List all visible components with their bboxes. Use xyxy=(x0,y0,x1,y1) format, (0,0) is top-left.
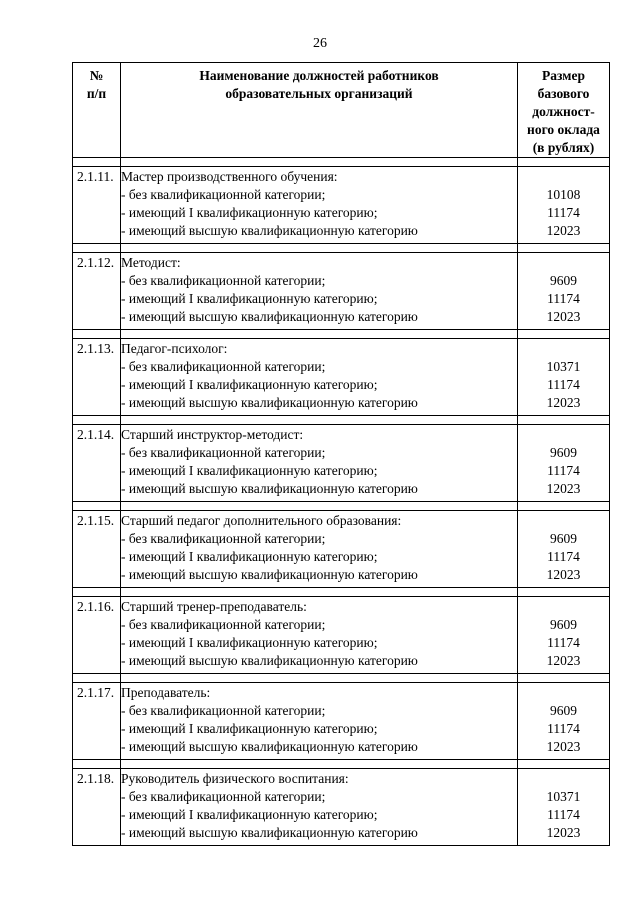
salary-value: 11174 xyxy=(547,807,580,822)
salary-value: 9609 xyxy=(550,531,577,546)
row-spacer-cell xyxy=(121,674,518,683)
row-spacer-cell xyxy=(73,588,121,597)
header-name-line: образовательных организаций xyxy=(225,86,413,101)
salary-value: 12023 xyxy=(546,223,581,238)
salary-value: 12023 xyxy=(546,567,581,582)
row-position-name xyxy=(121,597,518,674)
row-position-name xyxy=(121,769,518,846)
row-salary xyxy=(518,769,610,846)
header-salary-line: должност- xyxy=(532,104,595,119)
qualification-item: - без квалификационной категории; xyxy=(121,703,326,718)
row-spacer-cell xyxy=(518,674,610,683)
header-number xyxy=(73,63,121,158)
header-salary-line: ного оклада xyxy=(527,122,600,137)
row-spacer xyxy=(73,416,610,425)
row-spacer-cell xyxy=(121,502,518,511)
qualification-item: - имеющий I квалификационную категорию; xyxy=(121,549,378,564)
row-number: 2.1.12. xyxy=(73,253,121,330)
row-salary xyxy=(518,597,610,674)
qualification-item: - имеющий высшую квалификационную категорию xyxy=(121,739,418,754)
row-spacer xyxy=(73,760,610,769)
salary-value: 11174 xyxy=(547,291,580,306)
table-row xyxy=(73,425,610,502)
table-row xyxy=(73,511,610,588)
table-row xyxy=(73,167,610,244)
position-title: Руководитель физического воспитания: xyxy=(121,771,349,786)
qualification-item: - без квалификационной категории; xyxy=(121,617,326,632)
position-title: Старший педагог дополнительного образования: xyxy=(121,513,402,528)
table-row xyxy=(73,683,610,760)
row-salary xyxy=(518,339,610,416)
row-spacer xyxy=(73,502,610,511)
salary-value: 12023 xyxy=(546,395,581,410)
row-spacer-cell xyxy=(121,760,518,769)
header-salary-line: базового xyxy=(537,86,590,101)
qualification-item: - без квалификационной категории; xyxy=(121,789,326,804)
row-salary xyxy=(518,683,610,760)
row-spacer xyxy=(73,158,610,167)
salary-value: 10108 xyxy=(546,187,581,202)
header-name-line: Наименование должностей работников xyxy=(199,68,439,83)
qualification-item: - без квалификационной категории; xyxy=(121,531,326,546)
position-title: Старший инструктор-методист: xyxy=(121,427,304,442)
salary-value: 12023 xyxy=(546,825,581,840)
qualification-item: - имеющий высшую квалификационную категорию xyxy=(121,567,418,582)
row-position-name xyxy=(121,425,518,502)
row-spacer-cell xyxy=(121,330,518,339)
row-position-name xyxy=(121,167,518,244)
row-position-name xyxy=(121,339,518,416)
page-number: 26 xyxy=(313,36,327,51)
header-salary xyxy=(518,63,610,158)
row-position-name xyxy=(121,683,518,760)
row-spacer-cell xyxy=(518,588,610,597)
qualification-item: - имеющий высшую квалификационную категорию xyxy=(121,481,418,496)
header-number-line: п/п xyxy=(86,86,107,101)
qualification-item: - имеющий высшую квалификационную категорию xyxy=(121,825,418,840)
qualification-item: - имеющий I квалификационную категорию; xyxy=(121,635,378,650)
salary-value: 9609 xyxy=(550,617,577,632)
row-salary xyxy=(518,425,610,502)
salary-value: 11174 xyxy=(547,549,580,564)
salary-value: 11174 xyxy=(547,635,580,650)
salary-value: 11174 xyxy=(547,205,580,220)
row-spacer-cell xyxy=(121,158,518,167)
qualification-item: - без квалификационной категории; xyxy=(121,445,326,460)
salary-value: 9609 xyxy=(550,703,577,718)
qualification-item: - имеющий высшую квалификационную категорию xyxy=(121,309,418,324)
position-title: Педагог-психолог: xyxy=(121,341,228,356)
salary-value: 11174 xyxy=(547,721,580,736)
table-row xyxy=(73,339,610,416)
row-spacer-cell xyxy=(73,244,121,253)
row-spacer-cell xyxy=(121,244,518,253)
row-number: 2.1.17. xyxy=(73,683,121,760)
table-row xyxy=(73,769,610,846)
row-spacer-cell xyxy=(518,330,610,339)
salary-value: 12023 xyxy=(546,653,581,668)
row-spacer-cell xyxy=(518,158,610,167)
position-title: Мастер производственного обучения: xyxy=(121,169,338,184)
salary-value: 10371 xyxy=(546,359,581,374)
row-number: 2.1.15. xyxy=(73,511,121,588)
salary-value: 9609 xyxy=(550,273,577,288)
row-spacer-cell xyxy=(73,674,121,683)
row-position-name xyxy=(121,511,518,588)
salary-value: 10371 xyxy=(546,789,581,804)
qualification-item: - без квалификационной категории; xyxy=(121,273,326,288)
row-spacer-cell xyxy=(73,502,121,511)
row-number: 2.1.14. xyxy=(73,425,121,502)
header-number-line: № xyxy=(89,68,104,83)
row-spacer-cell xyxy=(73,416,121,425)
header-name xyxy=(121,63,518,158)
qualification-item: - имеющий I квалификационную категорию; xyxy=(121,721,378,736)
salary-value: 12023 xyxy=(546,739,581,754)
salary-value: 11174 xyxy=(547,377,580,392)
qualification-item: - имеющий I квалификационную категорию; xyxy=(121,205,378,220)
salary-value: 12023 xyxy=(546,481,581,496)
header-salary-line: Размер xyxy=(542,68,585,83)
qualification-item: - имеющий высшую квалификационную категорию xyxy=(121,395,418,410)
position-title: Старший тренер-преподаватель: xyxy=(121,599,307,614)
row-position-name xyxy=(121,253,518,330)
row-spacer-cell xyxy=(121,588,518,597)
row-spacer xyxy=(73,244,610,253)
qualification-item: - имеющий высшую квалификационную категорию xyxy=(121,223,418,238)
table-row xyxy=(73,597,610,674)
row-spacer-cell xyxy=(518,244,610,253)
row-spacer-cell xyxy=(121,416,518,425)
row-number: 2.1.11. xyxy=(73,167,121,244)
positions-table xyxy=(72,62,610,846)
row-spacer-cell xyxy=(518,416,610,425)
row-salary xyxy=(518,253,610,330)
qualification-item: - без квалификационной категории; xyxy=(121,359,326,374)
row-spacer-cell xyxy=(73,760,121,769)
qualification-item: - имеющий высшую квалификационную категорию xyxy=(121,653,418,668)
row-spacer xyxy=(73,588,610,597)
row-salary xyxy=(518,511,610,588)
position-title: Преподаватель: xyxy=(121,685,211,700)
salary-value: 11174 xyxy=(547,463,580,478)
table-body xyxy=(73,63,610,846)
row-spacer-cell xyxy=(518,760,610,769)
qualification-item: - имеющий I квалификационную категорию; xyxy=(121,807,378,822)
qualification-item: - без квалификационной категории; xyxy=(121,187,326,202)
row-number: 2.1.16. xyxy=(73,597,121,674)
row-spacer-cell xyxy=(73,158,121,167)
row-spacer-cell xyxy=(518,502,610,511)
row-number: 2.1.13. xyxy=(73,339,121,416)
row-salary xyxy=(518,167,610,244)
qualification-item: - имеющий I квалификационную категорию; xyxy=(121,291,378,306)
position-title: Методист: xyxy=(121,255,181,270)
table-row xyxy=(73,253,610,330)
row-spacer xyxy=(73,674,610,683)
row-spacer-cell xyxy=(73,330,121,339)
row-spacer xyxy=(73,330,610,339)
salary-value: 9609 xyxy=(550,445,577,460)
row-number: 2.1.18. xyxy=(73,769,121,846)
qualification-item: - имеющий I квалификационную категорию; xyxy=(121,377,378,392)
salary-value: 12023 xyxy=(546,309,581,324)
table-header-row xyxy=(73,63,610,158)
qualification-item: - имеющий I квалификационную категорию; xyxy=(121,463,378,478)
header-salary-line: (в рублях) xyxy=(532,140,595,155)
